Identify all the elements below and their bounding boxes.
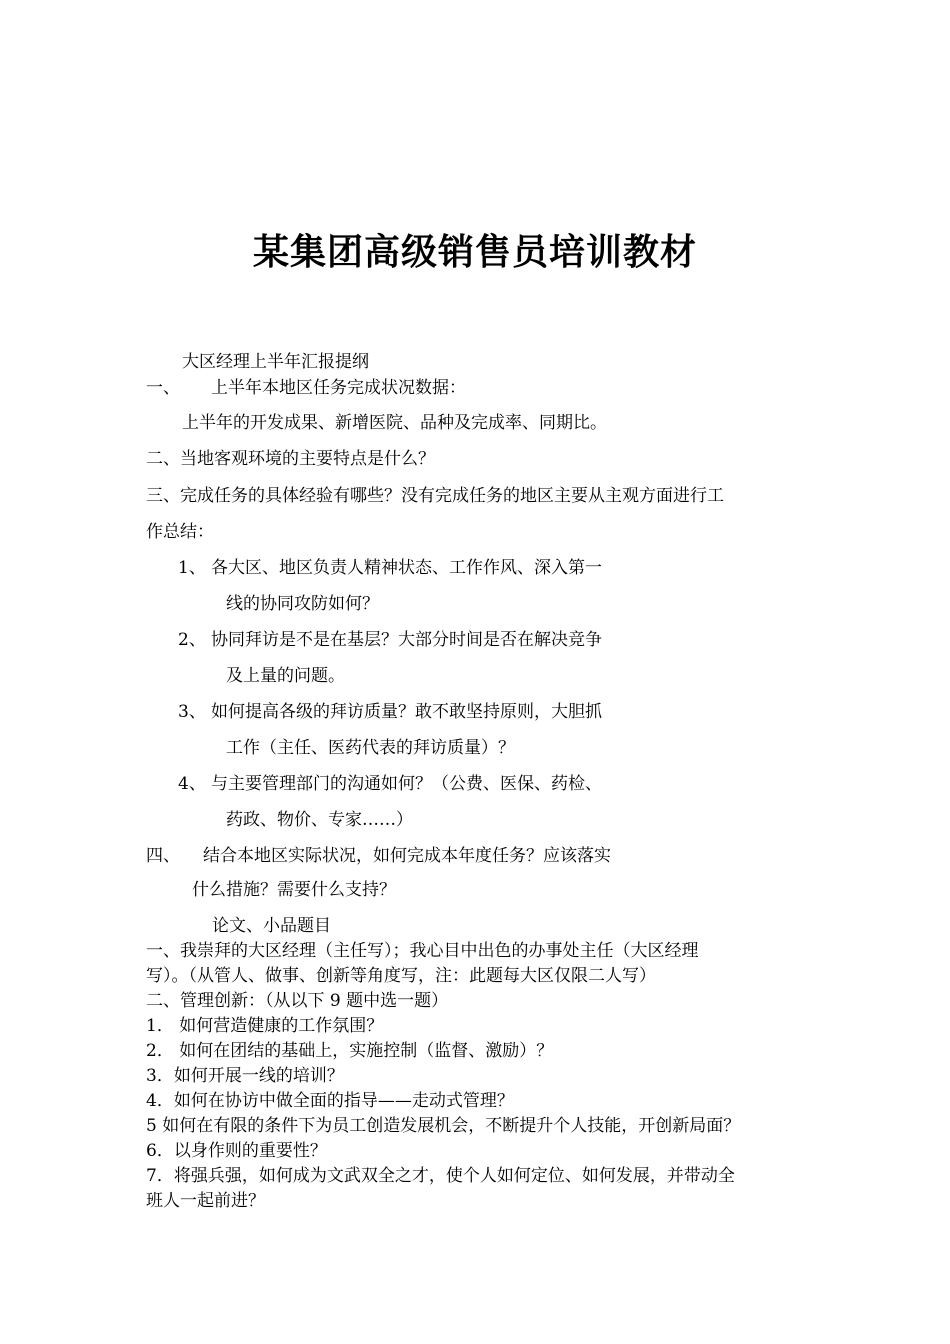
outline-item-4-line-2: 药政、物价、专家……） <box>226 810 413 830</box>
outline-heading: 大区经理上半年汇报提纲 <box>182 352 369 372</box>
essay-heading: 论文、小品题目 <box>212 916 331 936</box>
essay-list-item-5: 5 如何在有限的条件下为员工创造发展机会，不断提升个人技能，开创新局面？ <box>146 1116 741 1136</box>
essay-list-item-4: 4．如何在协访中做全面的指导——走动式管理？ <box>146 1091 514 1111</box>
outline-item-1-line-1: 各大区、地区负责人精神状态、工作作风、深入第一 <box>211 558 602 578</box>
essay-question-2: 二、管理创新：（从以下 9 题中选一题） <box>146 991 449 1011</box>
outline-item-2-line-2: 及上量的问题。 <box>226 666 345 686</box>
outline-section-3-line-2: 作总结： <box>146 522 214 542</box>
essay-list-item-2: 2． 如何在团结的基础上，实施控制（监督、激励）？ <box>146 1041 554 1061</box>
outline-item-2-number: 2、 <box>178 630 206 650</box>
outline-section-2: 二、当地客观环境的主要特点是什么？ <box>146 449 435 469</box>
essay-list-item-6: 6．以身作则的重要性？ <box>146 1141 327 1161</box>
outline-section-4-number: 四、 <box>146 846 180 866</box>
outline-section-4-line-1: 结合本地区实际状况，如何完成本年度任务？应该落实 <box>203 846 611 866</box>
essay-list-item-7-line-1: 7．将强兵强，如何成为文武双全之才，使个人如何定位、如何发展，并带动全 <box>146 1166 735 1186</box>
essay-question-1-line-1: 一、我崇拜的大区经理（主任写）；我心目中出色的办事处主任（大区经理 <box>146 941 699 961</box>
essay-list-item-3: 3．如何开展一线的培训？ <box>146 1066 344 1086</box>
outline-section-1-number: 一、 <box>146 378 180 398</box>
essay-list-item-7-line-2: 班人一起前进？ <box>146 1191 265 1211</box>
outline-item-3-number: 3、 <box>178 702 206 722</box>
essay-list-item-1: 1． 如何营造健康的工作氛围？ <box>146 1016 384 1036</box>
outline-item-3-line-1: 如何提高各级的拜访质量？敢不敢坚持原则，大胆抓 <box>211 702 602 722</box>
outline-section-4-line-2: 什么措施？需要什么支持？ <box>192 880 396 900</box>
outline-item-2-line-1: 协同拜访是不是在基层？大部分时间是否在解决竞争 <box>211 630 602 650</box>
outline-item-4-number: 4、 <box>178 774 206 794</box>
outline-section-1-detail: 上半年的开发成果、新增医院、品种及完成率、同期比。 <box>182 413 607 433</box>
essay-question-1-line-2: 写）。（从管人、做事、创新等角度写，注：此题每大区仅限二人写） <box>146 966 656 986</box>
document-title: 某集团高级销售员培训教材 <box>252 231 697 273</box>
outline-item-1-line-2: 线的协同攻防如何？ <box>226 594 379 614</box>
outline-item-4-line-1: 与主要管理部门的沟通如何？（公费、医保、药检、 <box>211 774 602 794</box>
outline-item-1-number: 1、 <box>178 558 206 578</box>
outline-section-3-line-1: 三、完成任务的具体经验有哪些？没有完成任务的地区主要从主观方面进行工 <box>146 486 724 506</box>
outline-section-1-text: 上半年本地区任务完成状况数据： <box>211 378 466 398</box>
outline-item-3-line-2: 工作（主任、医药代表的拜访质量）？ <box>226 738 515 758</box>
